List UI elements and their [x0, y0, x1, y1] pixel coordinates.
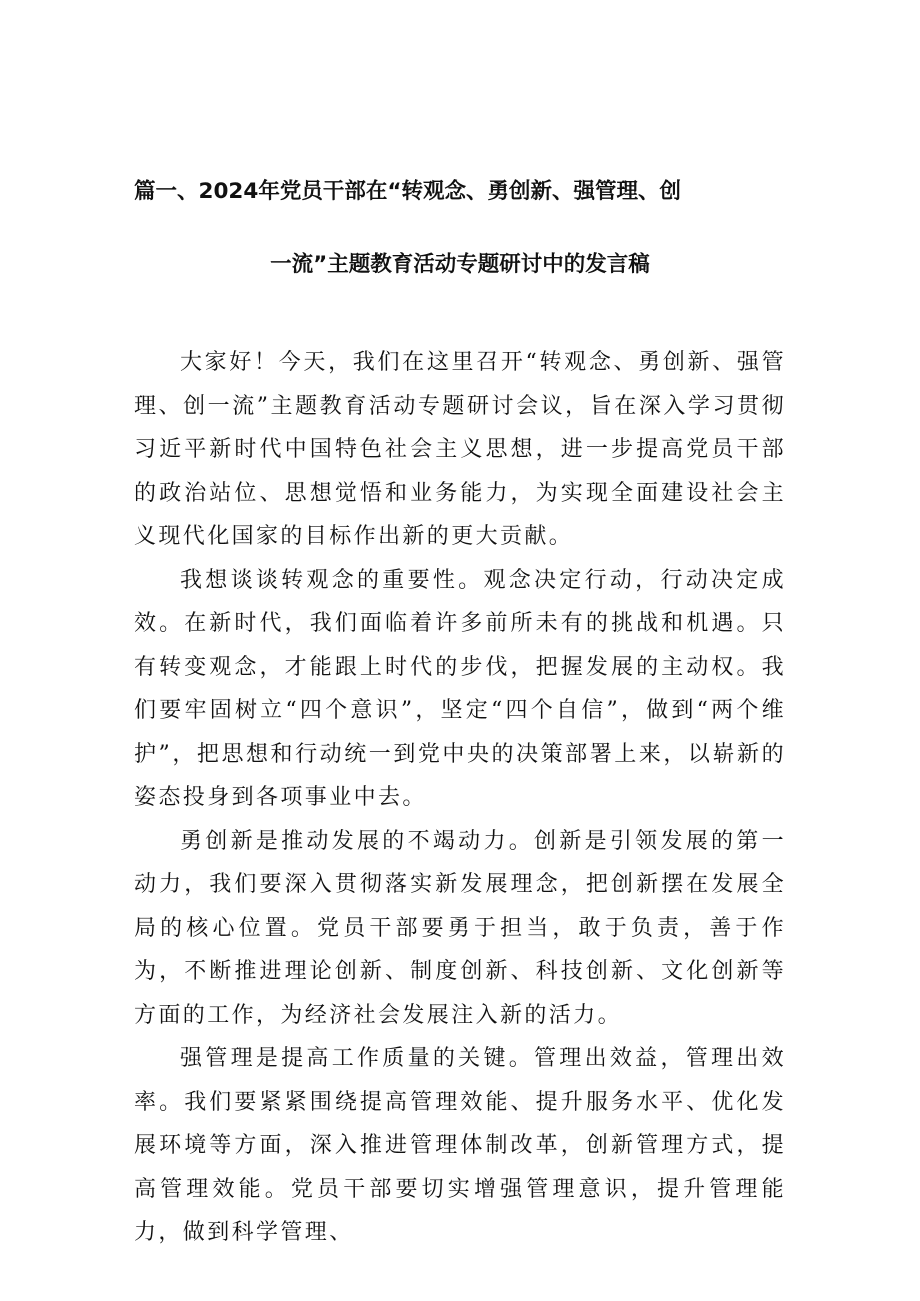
paragraph-management: 强管理是提高工作质量的关键。管理出效益，管理出效率。我们要紧紧围绕提高管理效能、提升服务水平、优化发展环境等方面，深入推进管理体制改革，创新管理方式，提高管理效能。党员干部要切实增强管理意识，提升管理能力，做到科学管理、	[134, 1046, 786, 1245]
paragraph-change-mindset: 我想谈谈转观念的重要性。观念决定行动，行动决定成效。在新时代，我们面临着许多前所未有的挑战和机遇。只有转变观念，才能跟上时代的步伐，把握发展的主动权。我们要牢固树立“四个意识”，坚定“四个自信”，做到“两个维护”，把思想和行动统一到党中央的决策部署上来，以崭新的姿态投身到各项事业中去。	[134, 567, 786, 810]
paragraph-greeting: 大家好！今天，我们在这里召开“转观念、勇创新、强管理、创一流”主题教育活动专题研讨会议，旨在深入学习贯彻习近平新时代中国特色社会主义思想，进一步提高党员干部的政治站位、思想觉悟和业务能力，为实现全面建设社会主义现代化国家的目标作出新的更大贡献。	[134, 350, 786, 549]
document-title-line-2: 一流”主题教育活动专题研讨中的发言稿	[270, 252, 650, 277]
document-body	[134, 341, 786, 1255]
paragraph-innovation: 勇创新是推动发展的不竭动力。创新是引领发展的第一动力，我们要深入贯彻落实新发展理念，把创新摆在发展全局的核心位置。党员干部要勇于担当，敢于负责，善于作为，不断推进理论创新、制度创新、科技创新、文化创新等方面的工作，为经济社会发展注入新的活力。	[134, 828, 786, 1028]
document-title-line-1: 篇一、2024年党员干部在“转观念、勇创新、强管理、创	[134, 179, 681, 204]
